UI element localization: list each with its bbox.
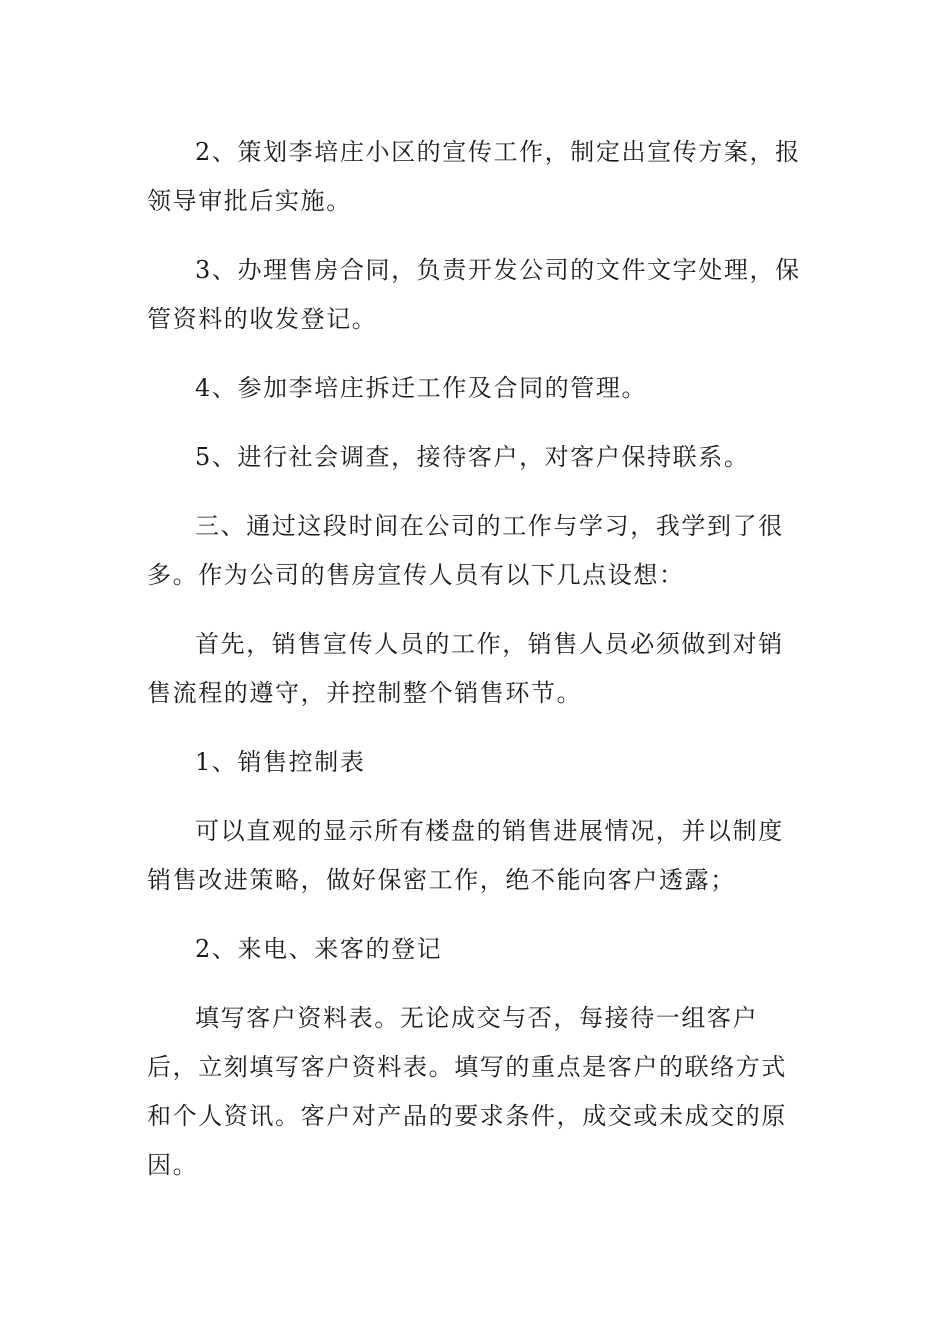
paragraph-sales-control-desc: 可以直观的显示所有楼盘的销售进展情况，并以制度销售改进策略，做好保密工作，绝不能向客户透露； bbox=[147, 817, 784, 894]
paragraph-section-three: 三、通过这段时间在公司的工作与学习，我学到了很多。作为公司的售房宣传人员有以下几点设想： bbox=[147, 512, 784, 589]
heading-sales-control-table: 1、销售控制表 bbox=[195, 748, 366, 776]
document-body bbox=[147, 128, 807, 1210]
paragraph-item-4-demolition: 4、参加李培庄拆迁工作及合同的管理。 bbox=[195, 374, 648, 402]
heading-call-visit-registration: 2、来电、来客的登记 bbox=[195, 935, 443, 963]
paragraph-first-point: 首先，销售宣传人员的工作，销售人员必须做到对销售流程的遵守，并控制整个销售环节。 bbox=[147, 630, 784, 707]
paragraph-customer-form-desc: 填写客户资料表。无论成交与否，每接待一组客户后，立刻填写客户资料表。填写的重点是客户的联络方式和个人资讯。客户对产品的要求条件，成交或未成交的原因。 bbox=[147, 1004, 787, 1179]
paragraph-item-2-planning: 2、策划李培庄小区的宣传工作，制定出宣传方案，报领导审批后实施。 bbox=[147, 138, 801, 215]
paragraph-item-5-survey: 5、进行社会调查，接待客户，对客户保持联系。 bbox=[195, 443, 750, 471]
paragraph-item-3-contracts: 3、办理售房合同，负责开发公司的文件文字处理，保管资料的收发登记。 bbox=[147, 256, 801, 333]
